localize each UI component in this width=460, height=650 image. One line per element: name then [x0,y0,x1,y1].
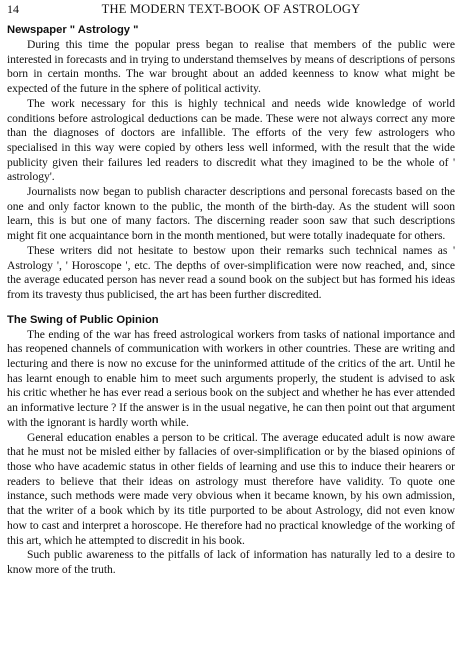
paragraph: General education enables a person to be critical. The average educated adult is now aware that he must not be misled either by fallacies of over-simplification or by the biased opinions of those who have academic status in other fields of learning and use this to induce their hearers or readers to believe that their ideas on astrology must therefore have validity. To quote one instance, such methods were made very obvious when it became known, by his own admission, that the writer of a book which by its title purported to be about Astrology, did not even know how to cast and interpret a horoscope. He therefore had no practical knowledge of the working of this art, which he attempted to discredit in his book. [7,430,455,547]
section-newspaper-astrology [7,23,455,303]
paragraph: These writers did not hesitate to bestow upon their remarks such technical names as ' Astrology ', ' Horoscope ', etc. The depths of over-simplification were now reached, and, since the average educated person has never read a sound book on the subject but has formed his ideas from its travesty thus publicised, the art has been further discredited. [7,243,455,301]
section-heading: The Swing of Public Opinion [7,313,159,326]
book-page [7,2,455,648]
paragraph: Journalists now began to publish character descriptions and personal forecasts based on the one and only factor known to the public, the month of the birth-day. As the student will soon learn, this is but one of many factors. The discerning reader soon saw that such descriptions might fit one acquaintance born in the month mentioned, but were totally inadequate for others. [7,185,455,243]
running-header [7,2,455,21]
section-swing-of-public-opinion [7,313,455,578]
page-number: 14 [7,2,19,16]
section-heading: Newspaper " Astrology " [7,24,139,36]
paragraph: The work necessary for this is highly technical and needs wide knowledge of world conditions before astrological deductions can be made. These were not always correct any more than the diagnoses of doctors are infallible. The efforts of the very few astrologers who specialised in this way were copied by others less well informed, with the result that the wide publicity given their failures led readers to discredit what they imagined to be the whole of ' astrology'. [7,96,455,184]
paragraph: Such public awareness to the pitfalls of lack of information has naturally led to a desire to know more of the truth. [7,548,455,576]
running-title: THE MODERN TEXT-BOOK OF ASTROLOGY [101,2,361,16]
paragraph: The ending of the war has freed astrological workers from tasks of national importance and has reopened channels of communication with workers in other countries. These are writing and lecturing and there is now no excuse for the uninformed attitude of the critics of the art. Until he has learnt enough to enable him to meet such arguments properly, the student is advised to ask his critic whether he has ever read a serious book on the subject and whether he has ever attended an informative lecture ? If the answer is in the usual negative, he can then point out that argument with the ignorant is hardly worth while. [7,327,455,429]
paragraph: During this time the popular press began to realise that members of the public were interested in forecasts and in trying to understand themselves by means of descriptions of persons born in certain months. The war brought about an added keenness to know what might be expected of the future in the sphere of political activity. [7,38,455,96]
